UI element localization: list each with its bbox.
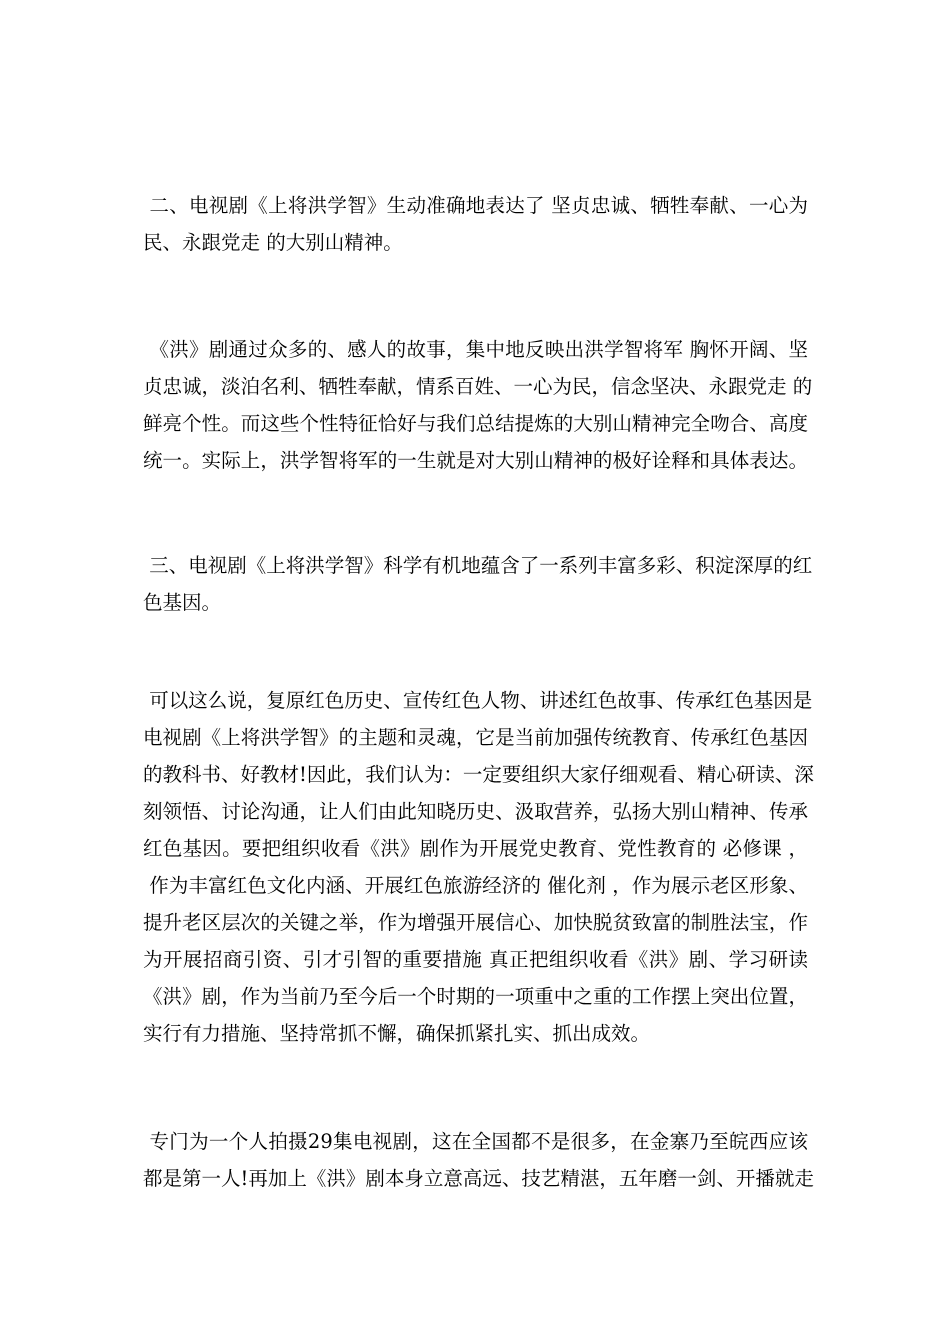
text-line: 的教科书、好教材!因此，我们认为：一定要组织大家仔细观看、精心研读、深 [143,763,814,786]
text-line: 统一。实际上，洪学智将军的一生就是对大别山精神的极好诠释和具体表达。 [143,449,808,472]
text-line: 都是第一人!再加上《洪》剧本身立意高远、技艺精湛，五年磨一剑、开播就走 [143,1167,814,1190]
text-line: 红色基因。要把组织收看《洪》剧作为开展党史教育、党性教育的 必修课 ， [143,837,808,860]
text-line: 为开展招商引资、引才引智的重要措施 真正把组织收看《洪》剧、学习研读 [143,948,808,971]
text-line: 二、电视剧《上将洪学智》生动准确地表达了 坚贞忠诚、牺牲奉献、一心为 [143,194,808,217]
section-heading-2 [143,187,808,261]
text-line: 可以这么说，复原红色历史、宣传红色人物、讲述红色故事、传承红色基因是 [143,689,813,712]
body-paragraph [143,682,814,1052]
text-line: 色基因。 [143,591,222,614]
text-line: 《洪》剧通过众多的、感人的故事，集中地反映出洪学智将军 胸怀开阔、坚 [143,338,808,361]
text-line: 作为丰富红色文化内涵、开展红色旅游经济的 催化剂 ，作为展示老区形象、 [143,874,808,897]
body-paragraph [143,331,813,479]
text-line: 刻领悟、讨论沟通，让人们由此知晓历史、汲取营养，弘扬大别山精神、传承 [143,800,808,823]
text-line: 鲜亮个性。而这些个性特征恰好与我们总结提炼的大别山精神完全吻合、高度 [143,412,808,435]
text-line: 专门为一个人拍摄29集电视剧，这在全国都不是很多，在金寨乃至皖西应该 [143,1130,808,1153]
text-line: 三、电视剧《上将洪学智》科学有机地蕴含了一系列丰富多彩、积淀深厚的红 [143,554,813,577]
text-line: 《洪》剧，作为当前乃至今后一个时期的一项重中之重的工作摆上突出位置， [143,985,808,1008]
text-line: 电视剧《上将洪学智》的主题和灵魂，它是当前加强传统教育、传承红色基因 [143,726,808,749]
section-heading-3 [143,547,813,621]
text-line: 实行有力措施、坚持常抓不懈，确保抓紧扎实、抓出成效。 [143,1022,651,1045]
text-line: 民、永跟党走 的大别山精神。 [143,231,403,254]
body-paragraph [143,1123,814,1197]
text-line: 提升老区层次的关键之举，作为增强开展信心、加快脱贫致富的制胜法宝，作 [143,911,808,934]
text-line: 贞忠诚，淡泊名利、牺牲奉献，情系百姓、一心为民，信念坚决、永跟党走 的 [143,375,813,398]
